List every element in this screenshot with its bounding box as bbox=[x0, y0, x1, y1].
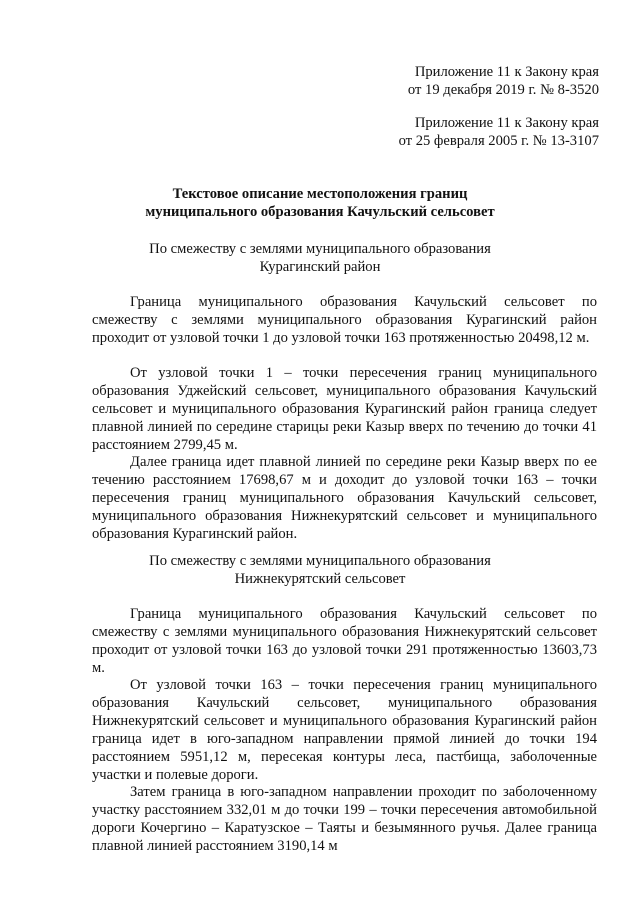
annex-line: Приложение 11 к Закону края bbox=[414, 64, 599, 80]
paragraph: От узловой точки 1 – точки пересечения границ муниципального образования Уджейский сельсовет, муниципального образования Качульский сельсовет и муниципального образования Курагинский район граница следует плавной линией по середине старицы реки Казыр вверх по течению до точки 41 расстоянием 2799,45 м. bbox=[92, 365, 597, 454]
section-heading-line: Нижнекурятский сельсовет bbox=[234, 571, 406, 587]
title-line: муниципального образования Качульский сельсовет bbox=[145, 204, 495, 220]
document-title bbox=[0, 185, 640, 221]
section-heading-kuraginsky bbox=[0, 240, 640, 276]
annex-date-line: от 25 февраля 2005 г. № 13-3107 bbox=[398, 133, 599, 149]
paragraph: Граница муниципального образования Качульский сельсовет по смежеству с землями муниципального образования Курагинский район проходит от узловой точки 1 до узловой точки 163 протяженностью 20498,12 м. bbox=[92, 294, 597, 347]
paragraph: Далее граница идет плавной линией по середине реки Казыр вверх по ее течению расстоянием 17698,67 м и доходит до узловой точки 163 – точки пересечения границ муниципального образования Качульский сельсовет, муниципального образования Нижнекурятский сельсовет и муниципального образования Курагинский район. bbox=[92, 454, 597, 543]
annex-date-line: от 19 декабря 2019 г. № 8-3520 bbox=[407, 82, 599, 98]
annex-reference-current bbox=[408, 63, 599, 99]
paragraph: От узловой точки 163 – точки пересечения границ муниципального образования Качульский сельсовет, муниципального образования Нижнекурятский сельсовет и муниципального образования Курагинский район граница идет в юго-западном направлении прямой линией до точки 194 расстоянием 5951,12 м, пересекая контуры леса, пастбища, заболоченные участки и полевые дороги. bbox=[92, 677, 597, 784]
title-line: Текстовое описание местоположения границ bbox=[172, 186, 468, 202]
section-heading-line: По смежеству с землями муниципального образования bbox=[149, 241, 491, 257]
section-heading-nizhnekuryatsky bbox=[0, 552, 640, 588]
section-heading-line: По смежеству с землями муниципального образования bbox=[149, 553, 491, 569]
annex-reference-original bbox=[399, 114, 599, 150]
paragraph: Граница муниципального образования Качульский сельсовет по смежеству с землями муниципального образования Нижнекурятский сельсовет проходит от узловой точки 163 до узловой точки 291 протяженностью 13603,73 м. bbox=[92, 606, 597, 677]
annex-line: Приложение 11 к Закону края bbox=[414, 115, 599, 131]
section-heading-line: Курагинский район bbox=[259, 259, 381, 275]
paragraph: Затем граница в юго-западном направлении проходит по заболоченному участку расстоянием 332,01 м до точки 199 – точки пересечения автомобильной дороги Кочергино – Каратузское – Таяты и безымянного ручья. Далее граница плавной линией расстоянием 3190,14 м bbox=[92, 784, 597, 855]
